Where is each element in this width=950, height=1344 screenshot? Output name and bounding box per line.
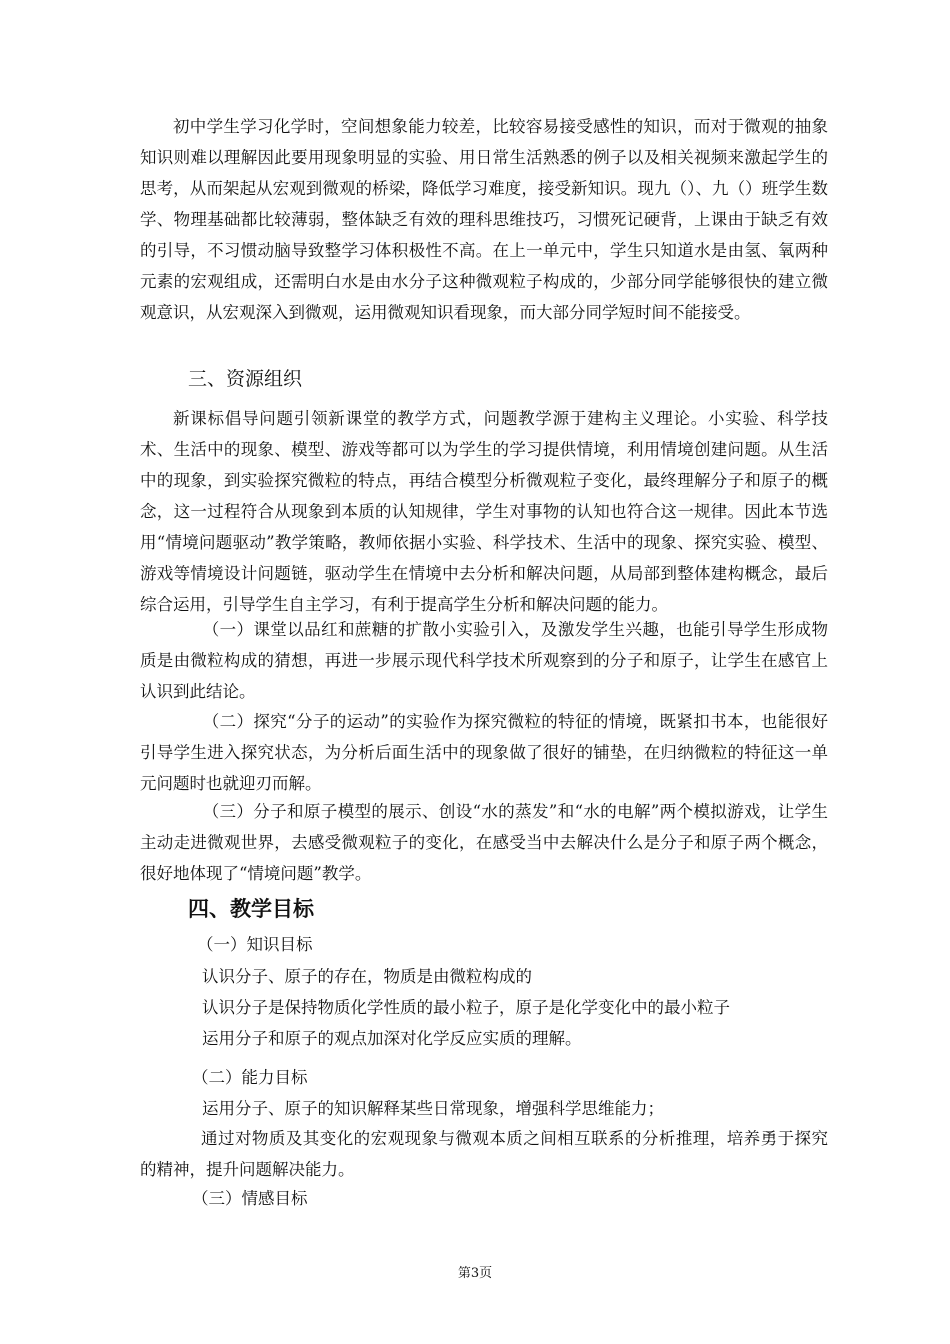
goal-knowledge-item-1: 认识分子、原子的存在，物质是由微粒构成的 bbox=[202, 967, 532, 986]
page-number: 第3页 bbox=[457, 1266, 493, 1281]
section-heading-resources: 三、资源组织 bbox=[188, 368, 303, 390]
goal-knowledge-item-3: 运用分子和原子的观点加深对化学反应实质的理解。 bbox=[202, 1029, 582, 1048]
paragraph-resources-item-2: （二）探究“分子的运动”的实验作为探究微粒的特征的情境，既紧扣书本，也能很好引导学生进入探究状态，为分析后面生活中的现象做了很好的铺垫，在归纳微粒的特征这一单元问题时也就迎刃而解。 bbox=[140, 712, 828, 793]
paragraph-resources-item-3: （三）分子和原子模型的展示、创设“水的蒸发”和“水的电解”两个模拟游戏，让学生主动走进微观世界，去感受微观粒子的变化，在感受当中去解决什么是分子和原子两个概念，很好地体现了“情境问题”教学。 bbox=[140, 802, 828, 883]
paragraph-resources-item-1: （一）课堂以品红和蔗糖的扩散小实验引入，及激发学生兴趣，也能引导学生形成物质是由微粒构成的猜想，再进一步展示现代科学技术所观察到的分子和原子，让学生在感官上认识到此结论。 bbox=[140, 620, 828, 701]
goal-ability-item-2: 通过对物质及其变化的宏观现象与微观本质之间相互联系的分析推理，培养勇于探究的精神，提升问题解决能力。 bbox=[140, 1129, 828, 1179]
goal-knowledge-item-2: 认识分子是保持物质化学性质的最小粒子，原子是化学变化中的最小粒子 bbox=[202, 998, 730, 1017]
section-heading-goals: 四、教学目标 bbox=[188, 897, 314, 921]
goal-knowledge-title: （一）知识目标 bbox=[197, 935, 313, 954]
goal-emotion-title: （三）情感目标 bbox=[192, 1189, 308, 1208]
goal-ability-item-1: 运用分子、原子的知识解释某些日常现象，增强科学思维能力； bbox=[202, 1099, 664, 1118]
paragraph-resources-intro: 新课标倡导问题引领新课堂的教学方式，问题教学源于建构主义理论。小实验、科学技术、生活中的现象、模型、游戏等都可以为学生的学习提供情境，利用情境创建问题。从生活中的现象，到实验探究微粒的特点，再结合模型分析微观粒子变化，最终理解分子和原子的概念，这一过程符合从现象到本质的认知规律，学生对事物的认知也符合这一规律。因此本节选用“情境问题驱动”教学策略，教师依据小实验、科学技术、生活中的现象、探究实验、模型、游戏等情境设计问题链，驱动学生在情境中去分析和解决问题，从局部到整体建构概念，最后综合运用，引导学生自主学习，有利于提高学生分析和解决问题的能力。 bbox=[140, 409, 828, 614]
goal-ability-title: （二）能力目标 bbox=[192, 1068, 308, 1087]
paragraph-student-analysis: 初中学生学习化学时，空间想象能力较差，比较容易接受感性的知识，而对于微观的抽象知识则难以理解因此要用现象明显的实验、用日常生活熟悉的例子以及相关视频来激起学生的思考，从而架起从宏观到微观的桥梁，降低学习难度，接受新知识。现九（）、九（）班学生数学、物理基础都比较薄弱，整体缺乏有效的理科思维技巧，习惯死记硬背，上课由于缺乏有效的引导，不习惯动脑导致整学习体积极性不高。在上一单元中，学生只知道水是由氢、氧两种元素的宏观组成，还需明白水是由水分子这种微观粒子构成的，少部分同学能够很快的建立微观意识，从宏观深入到微观，运用微观知识看现象，而大部分同学短时间不能接受。 bbox=[140, 117, 828, 322]
